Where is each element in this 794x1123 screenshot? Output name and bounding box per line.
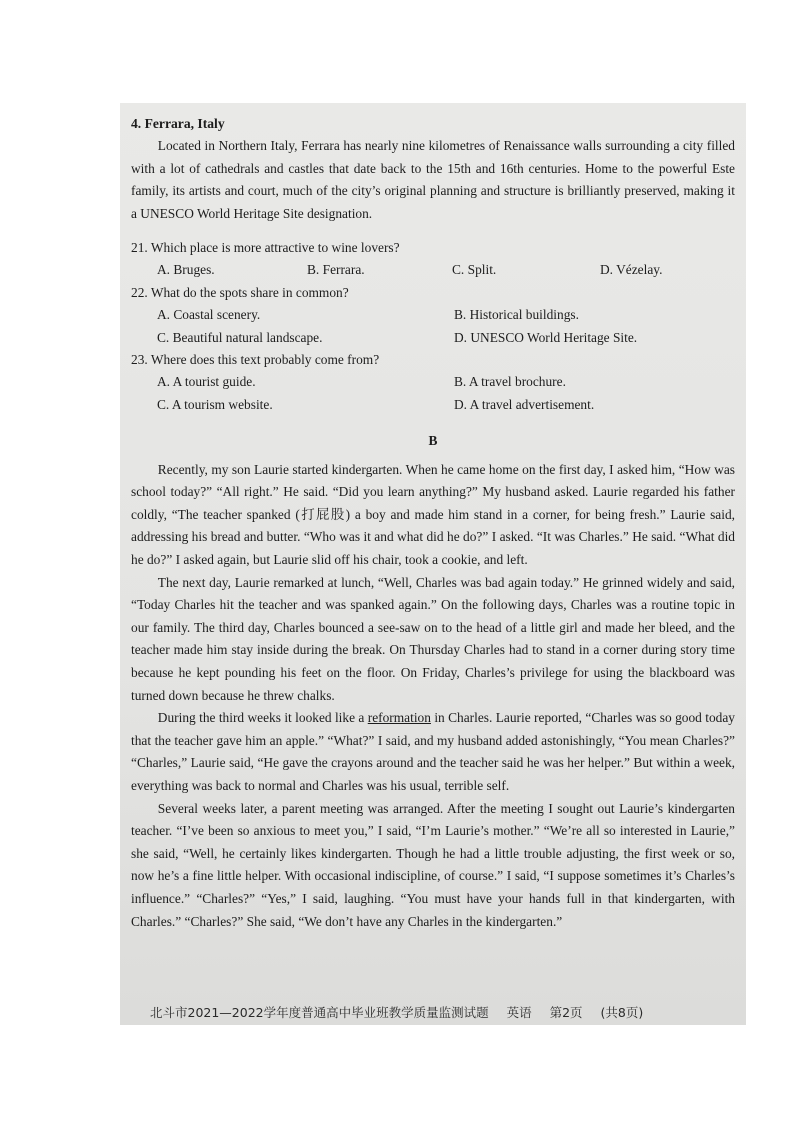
question-23 (131, 349, 735, 416)
option-a: A. Bruges. (157, 262, 215, 278)
page-total: (共8页) (600, 1005, 644, 1020)
option-c: C. Split. (452, 262, 497, 278)
exam-page (120, 103, 746, 1025)
page-footer (150, 1003, 730, 1021)
option-d: D. Vézelay. (600, 262, 663, 278)
section-heading: 4. Ferrara, Italy (131, 116, 225, 131)
options (157, 259, 735, 281)
question-stem: 23. Where does this text probably come from? (131, 352, 380, 368)
options (157, 304, 735, 349)
option-d: D. A travel advertisement. (454, 396, 595, 412)
paragraph-text: in Charles. Laurie reported, “Charles was so good today that the teacher gave him an apple.” “What?” I said, and my husband added astonishingly, “You mean Charles?” “Charles,” Laurie said, “He gave the crayons around and the teacher said he was her helper.” But within a week, everything was back to normal and Charles was his usual, terrible self. (131, 710, 735, 793)
subject: 英语 (506, 1005, 532, 1020)
option-d: D. UNESCO World Heritage Site. (454, 329, 638, 345)
exam-title: 北斗市2021—2022学年度普通高中毕业班教学质量监测试题 (150, 1005, 489, 1020)
passage-paragraph-1: Recently, my son Laurie started kindergarten. When he came home on the first day, I asked him, “How was school today?” “All right.” He said. “Did you learn anything?” My husband asked. Laurie regarded his father coldly, “The teacher spanked (打屁股) a boy and made him stand in a corner, for being fresh.” Laurie said, addressing his bread and butter. “Who was it and what did he do?” I asked. “It was Charles.” He said. “What did he do?” I asked again, but Laurie slid off his chair, took a cookie, and left. (131, 461, 735, 568)
section-ferrara (131, 113, 735, 225)
options (157, 371, 735, 416)
passage-b-label: B (428, 433, 438, 449)
question-21 (131, 237, 735, 282)
question-stem: 22. What do the spots share in common? (131, 284, 349, 300)
option-b: B. A travel brochure. (454, 374, 566, 390)
option-c: C. A tourism website. (157, 396, 273, 412)
paragraph-text: During the third weeks it looked like a (157, 710, 368, 726)
option-c: C. Beautiful natural landscape. (157, 329, 323, 345)
passage-paragraph-2: The next day, Laurie remarked at lunch, “Well, Charles was bad again today.” He grinned widely and said, “Today Charles hit the teacher and was spanked again.” On the following days, Charles was a routine topic in our family. The third day, Charles bounced a see-saw on to the head of a little girl and made her bleed, and the teacher made him stay inside during the break. On Thursday Charles had to stand in a corner during story time because he kept pounding his feet on the floor. On Friday, Charles’s privilege for using the blackboard was turned down because he threw chalks. (131, 574, 735, 703)
question-stem: 21. Which place is more attractive to wine lovers? (131, 240, 400, 256)
passage-paragraph-4: Several weeks later, a parent meeting was arranged. After the meeting I sought out Laurie’s kindergarten teacher. “I’ve been so anxious to meet you,” I said, “I’m Laurie’s mother.” “We’re all so interested in Laurie,” she said, “Well, he certainly likes kindergarten. Though he had a little trouble adjusting, the first week or so, now he’s a fine little helper. With occasional indiscipline, of course.” I said, “I suppose sometimes it’s Charles’s influence.” “Charles?” “Yes,” I said, laughing. “You must have your hands full in that kindergarten, with Charles.” “Charles?” She said, “We don’t have any Charles in the kindergarten.” (131, 800, 735, 929)
passage-paragraph-3 (131, 707, 735, 797)
passage-b (131, 459, 735, 933)
option-a: A. A tourist guide. (157, 374, 256, 390)
option-a: A. Coastal scenery. (157, 307, 261, 323)
ferrara-paragraph: Located in Northern Italy, Ferrara has nearly nine kilometres of Renaissance walls surrounding a city filled with a lot of cathedrals and castles that date back to the 15th and 16th centuries. Home to the powerful Este family, its artists and court, much of the city’s original planning and structure is brilliantly preserved, making it a UNESCO World Heritage Site designation. (131, 138, 735, 221)
underlined-word: reformation (367, 710, 431, 726)
page-number: 第2页 (549, 1005, 583, 1020)
page-content (131, 113, 735, 933)
option-b: B. Historical buildings. (454, 307, 579, 323)
option-b: B. Ferrara. (307, 262, 365, 278)
question-22 (131, 282, 735, 349)
